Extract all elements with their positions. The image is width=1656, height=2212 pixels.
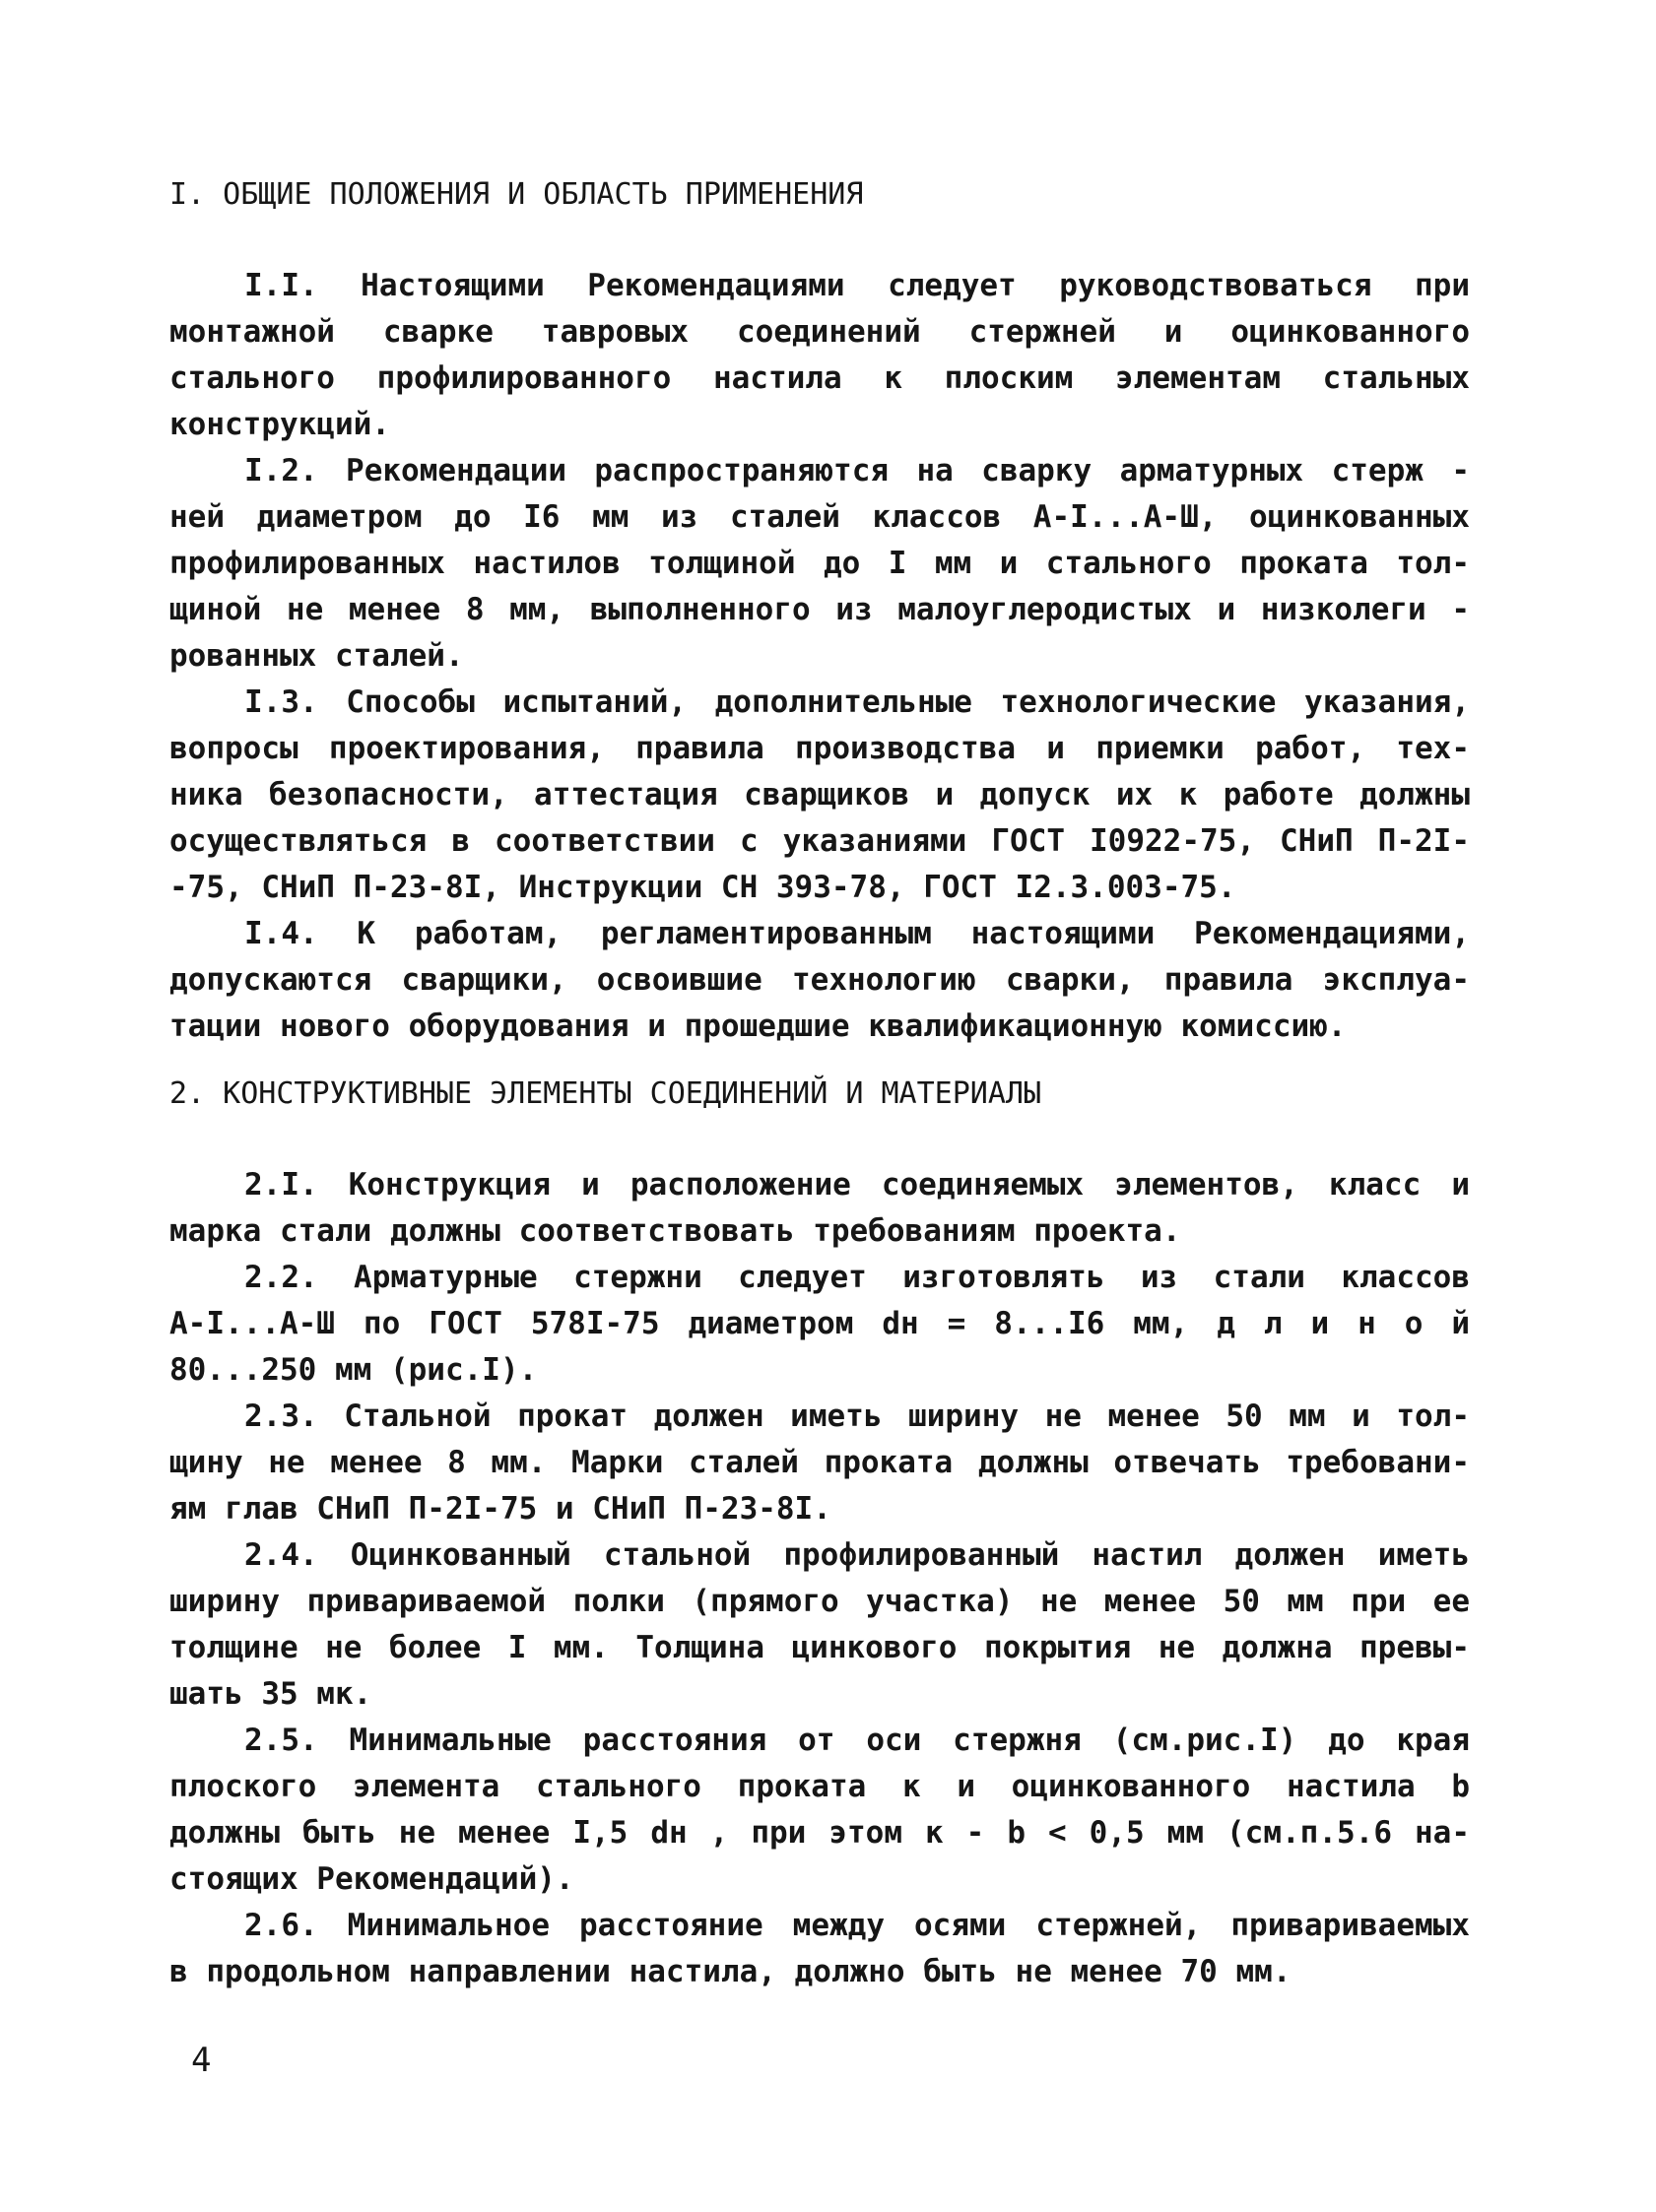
- paragraph-2-4-line-2: ширину привариваемой полки (прямого участка) не менее 50 мм при ее: [169, 1584, 1470, 1619]
- paragraph-1-3-line-4: осуществляться в соответствии с указаниями ГОСТ I0922-75, СНиП П-2I-: [169, 823, 1470, 859]
- paragraph-1-3-line-5: -75, СНиП П-23-8I, Инструкции СН 393-78, ГОСТ I2.3.003-75.: [169, 870, 1236, 905]
- section-2-body: [169, 1162, 1470, 1995]
- paragraph-2-6-line-2: в продольном направлении настила, должно быть не менее 70 мм.: [169, 1954, 1292, 1989]
- paragraph-1-4-line-1: I.4. К работам, регламентированным настоящими Рекомендациями,: [244, 916, 1470, 951]
- paragraph-1-4-line-3: тации нового оборудования и прошедшие квалификационную комиссию.: [169, 1008, 1347, 1044]
- paragraph-2-5-line-4: стоящих Рекомендаций).: [169, 1861, 574, 1897]
- paragraph-1-2-line-3: профилированных настилов толщиной до I мм и стального проката тол-: [169, 546, 1470, 581]
- paragraph-2-1-line-2: марка стали должны соответствовать требованиям проекта.: [169, 1213, 1181, 1249]
- paragraph-1-3-line-3: ника безопасности, аттестация сварщиков и допуск их к работе должны: [169, 777, 1470, 813]
- paragraph-1-4-line-2: допускаются сварщики, освоившие технологию сварки, правила эксплуа-: [169, 962, 1470, 998]
- paragraph-2-6-line-1: 2.6. Минимальное расстояние между осями стержней, привариваемых: [244, 1908, 1470, 1943]
- paragraph-1-1-line-3: стального профилированного настила к плоским элементам стальных: [169, 360, 1470, 396]
- paragraph-1-1-line-1: I.I. Настоящими Рекомендациями следует руководствоваться при: [244, 268, 1470, 303]
- page-number: 4: [191, 2041, 212, 2080]
- paragraph-2-4-line-4: шать 35 мк.: [169, 1676, 372, 1712]
- section-1-heading: I. ОБЩИЕ ПОЛОЖЕНИЯ И ОБЛАСТЬ ПРИМЕНЕНИЯ: [169, 177, 864, 212]
- paragraph-2-3-line-1: 2.3. Стальной прокат должен иметь ширину не менее 50 мм и тол-: [244, 1399, 1470, 1434]
- paragraph-2-1-line-1: 2.I. Конструкция и расположение соединяемых элементов, класс и: [244, 1167, 1470, 1203]
- section-1-body: [169, 263, 1470, 1050]
- paragraph-2-3-line-2: щину не менее 8 мм. Марки сталей проката должны отвечать требовани-: [169, 1445, 1470, 1480]
- paragraph-2-2-line-3: 80...250 мм (рис.I).: [169, 1352, 538, 1388]
- paragraph-1-1-line-4: конструкций.: [169, 407, 390, 442]
- paragraph-1-2-line-1: I.2. Рекомендации распространяются на сварку арматурных стерж -: [244, 453, 1470, 488]
- paragraph-2-2-line-1: 2.2. Арматурные стержни следует изготовлять из стали классов: [244, 1260, 1470, 1295]
- paragraph-2-5-line-3: должны быть не менее I,5 dн , при этом к - b < 0,5 мм (см.п.5.6 на-: [169, 1815, 1470, 1851]
- paragraph-2-2-line-2: А-I...А-Ш по ГОСТ 578I-75 диаметром dн = 8...I6 мм, д л и н о й: [169, 1306, 1470, 1341]
- paragraph-2-3-line-3: ям глав СНиП П-2I-75 и СНиП П-23-8I.: [169, 1491, 831, 1527]
- paragraph-2-5-line-2: плоского элемента стального проката к и оцинкованного настила b: [169, 1769, 1470, 1804]
- paragraph-2-4-line-3: толщине не более I мм. Толщина цинкового покрытия не должна превы-: [169, 1630, 1470, 1665]
- paragraph-1-2-line-4: щиной не менее 8 мм, выполненного из малоуглеродистых и низколеги -: [169, 592, 1470, 627]
- paragraph-1-2-line-2: ней диаметром до I6 мм из сталей классов А-I...А-Ш, оцинкованных: [169, 499, 1470, 535]
- paragraph-2-5-line-1: 2.5. Минимальные расстояния от оси стержня (см.рис.I) до края: [244, 1723, 1470, 1758]
- paragraph-1-3-line-1: I.3. Способы испытаний, дополнительные технологические указания,: [244, 684, 1470, 720]
- paragraph-1-2-line-5: рованных сталей.: [169, 638, 464, 674]
- paragraph-2-4-line-1: 2.4. Оцинкованный стальной профилированный настил должен иметь: [244, 1537, 1470, 1573]
- paragraph-1-1-line-2: монтажной сварке тавровых соединений стержней и оцинкованного: [169, 314, 1470, 350]
- section-2-heading: 2. КОНСТРУКТИВНЫЕ ЭЛЕМЕНТЫ СОЕДИНЕНИЙ И МАТЕРИАЛЫ: [169, 1076, 1042, 1111]
- paragraph-1-3-line-2: вопросы проектирования, правила производства и приемки работ, тех-: [169, 731, 1470, 766]
